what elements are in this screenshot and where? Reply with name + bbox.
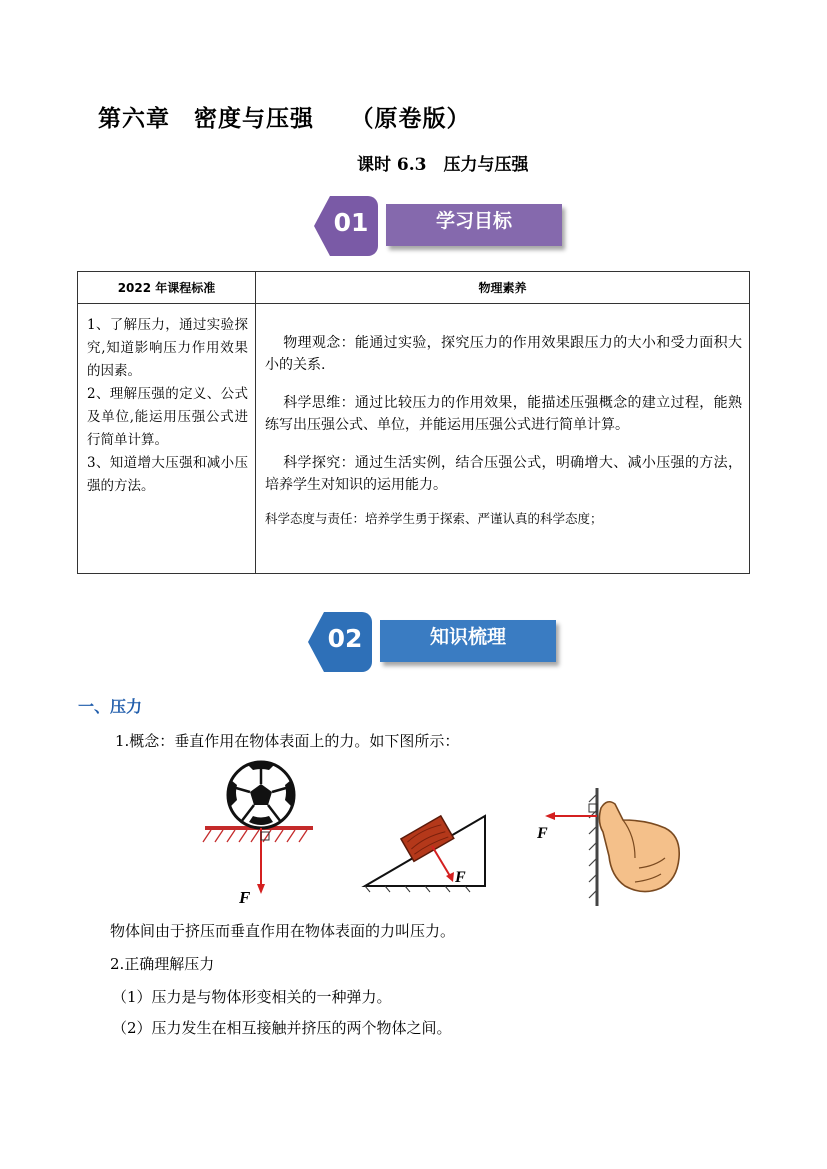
badge-number: 02 — [327, 624, 363, 653]
literacy-item: 科学探究：通过生活实例，结合压强公式，明确增大、减小压强的方法，培养学生对知识的运用能力。 — [265, 455, 742, 493]
literacy-item: 科学态度与责任：培养学生勇于探索、严谨认真的科学态度； — [265, 511, 603, 526]
pressure-figure — [195, 758, 685, 908]
lesson-title: 课时 6.3 压力与压强 — [357, 155, 529, 175]
standard-item: 2、理解压强的定义、公式及单位,能运用压强公式进行简单计算。 — [87, 386, 248, 448]
badge-label: 知识梳理 — [429, 626, 506, 648]
hand-icon — [599, 802, 679, 892]
point-item: （1）压力是与物体形变相关的一种弹力。 — [112, 988, 392, 1006]
badge-bar — [380, 620, 556, 662]
force-label: F — [455, 869, 466, 886]
concept-line: 1.概念：垂直作用在物体表面上的力。如下图所示： — [115, 732, 460, 750]
badge-label: 学习目标 — [435, 210, 512, 232]
badge-number: 01 — [333, 208, 369, 237]
force-label: F — [239, 888, 251, 907]
badge-bar — [386, 204, 562, 246]
objectives-table — [77, 271, 750, 574]
table-header-literacy: 物理素养 — [256, 272, 750, 304]
definition-line: 物体间由于挤压而垂直作用在物体表面的力叫压力。 — [110, 922, 456, 940]
standard-item: 3、知道增大压强和减小压强的方法。 — [87, 455, 248, 494]
section-badge-knowledge — [308, 612, 568, 674]
literacy-cell — [256, 304, 750, 574]
thumb-on-wall-illustration — [536, 788, 679, 906]
standard-item: 1、了解压力，通过实验探究,知道影响压力作用效果的因素。 — [87, 317, 248, 379]
standards-cell — [78, 304, 256, 574]
section-badge-objectives — [314, 196, 574, 258]
force-label: F — [537, 825, 548, 842]
point-item: （2）压力发生在相互接触并挤压的两个物体之间。 — [112, 1019, 452, 1037]
literacy-item: 物理观念：能通过实验，探究压力的作用效果跟压力的大小和受力面积大小的关系. — [265, 335, 742, 373]
block-on-incline-illustration — [365, 816, 485, 892]
table-header-standard: 2022 年课程标准 — [78, 272, 256, 304]
literacy-item: 科学思维：通过比较压力的作用效果，能描述压强概念的建立过程，能熟练写出压强公式、单位，并能运用压强公式进行简单计算。 — [265, 395, 742, 433]
section-heading: 一、压力 — [78, 697, 143, 716]
chapter-title: 第六章 密度与压强 （原卷版） — [98, 105, 471, 132]
understand-title: 2.正确理解压力 — [110, 955, 215, 973]
soccer-ball-icon — [228, 762, 294, 828]
ball-on-ground-illustration — [203, 762, 313, 907]
